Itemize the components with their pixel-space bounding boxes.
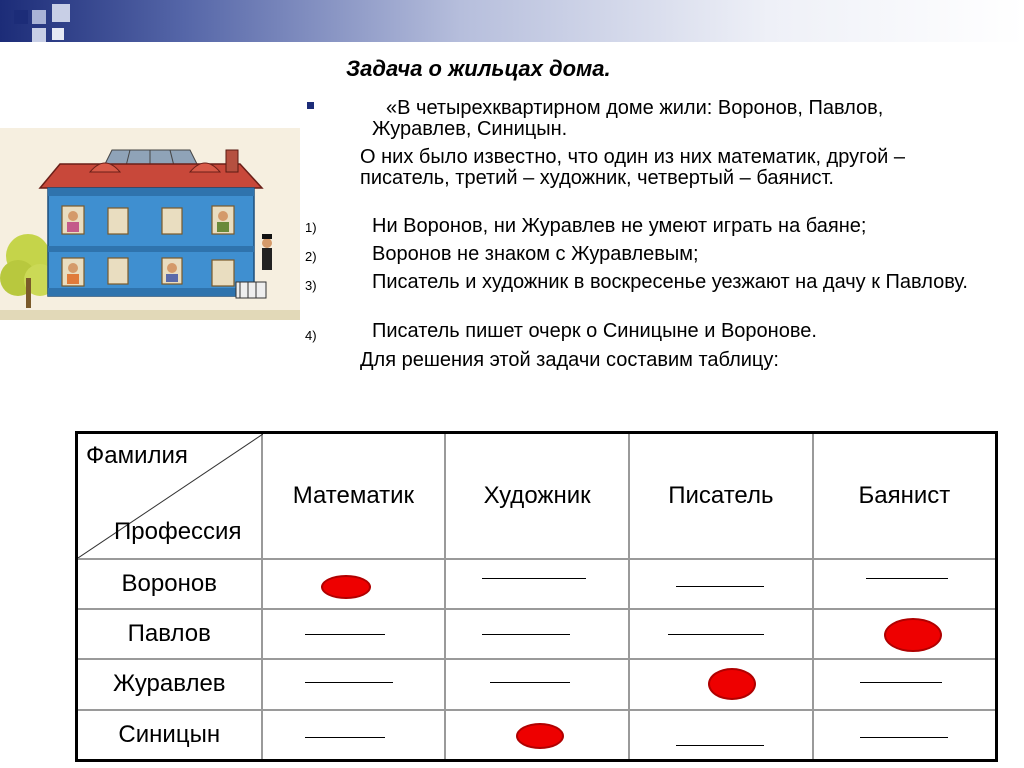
corner-label-surname: Фамилия: [86, 442, 188, 469]
mark-cell: [445, 559, 629, 609]
mark-cell: [445, 659, 629, 710]
mark-cell: [813, 559, 997, 609]
condition-number: 2): [305, 249, 317, 264]
condition-number: 4): [305, 328, 317, 343]
house-illustration: [0, 128, 300, 320]
condition-number: 3): [305, 278, 317, 293]
corner-label-profession: Профессия: [114, 518, 242, 545]
bullet-square-icon: [307, 102, 314, 109]
no-match-dash: [676, 586, 764, 587]
table-row: [77, 559, 997, 609]
no-match-dash: [305, 737, 385, 738]
table-row: [77, 659, 997, 710]
decor-square: [52, 28, 64, 40]
no-match-dash: [305, 682, 393, 683]
no-match-dash: [305, 634, 385, 635]
mark-cell: [629, 559, 813, 609]
row-name: Воронов: [77, 559, 262, 609]
mark-cell: [262, 559, 446, 609]
column-header: Писатель: [629, 433, 813, 559]
mark-cell: [629, 710, 813, 761]
match-dot: [884, 618, 942, 652]
row-name: Журавлев: [77, 659, 262, 710]
mark-cell: [445, 710, 629, 761]
row-name: Синицын: [77, 710, 262, 761]
decor-square: [32, 10, 46, 24]
match-dot: [321, 575, 371, 599]
condition-text: Писатель и художник в воскресенье уезжают на дачу к Павлову.: [372, 271, 968, 293]
header-gradient-bar: [0, 0, 1024, 42]
column-header: Художник: [445, 433, 629, 559]
row-name: Павлов: [77, 609, 262, 659]
no-match-dash: [866, 578, 948, 579]
solution-table: [75, 431, 998, 762]
condition-text: Писатель пишет очерк о Синицыне и Воронове.: [372, 320, 817, 342]
no-match-dash: [482, 634, 570, 635]
conclusion-text: Для решения этой задачи составим таблицу:: [360, 349, 779, 371]
no-match-dash: [860, 682, 942, 683]
mark-cell: [629, 659, 813, 710]
decor-square: [14, 10, 28, 24]
mark-cell: [629, 609, 813, 659]
table-header-row: [77, 433, 997, 559]
table-row: [77, 609, 997, 659]
column-header: Баянист: [813, 433, 997, 559]
mark-cell: [262, 710, 446, 761]
table-row: [77, 710, 997, 761]
mark-cell: [262, 659, 446, 710]
no-match-dash: [482, 578, 586, 579]
no-match-dash: [676, 745, 764, 746]
no-match-dash: [490, 682, 570, 683]
slide-title: Задача о жильцах дома.: [346, 56, 611, 81]
column-header: Математик: [262, 433, 446, 559]
decor-square: [52, 4, 70, 22]
corner-cell: [77, 433, 262, 559]
mark-cell: [813, 710, 997, 761]
mark-cell: [262, 609, 446, 659]
mark-cell: [813, 659, 997, 710]
condition-text: Воронов не знаком с Журавлевым;: [372, 243, 699, 265]
mark-cell: [445, 609, 629, 659]
match-dot: [708, 668, 756, 700]
condition-number: 1): [305, 220, 317, 235]
known-text: О них было известно, что один из них математик, другой – писатель, третий – художник, четвертый – баянист.: [360, 146, 905, 189]
no-match-dash: [668, 634, 764, 635]
condition-text: Ни Воронов, ни Журавлев не умеют играть на баяне;: [372, 215, 867, 237]
decor-square: [32, 28, 46, 42]
match-dot: [516, 723, 564, 749]
mark-cell: [813, 609, 997, 659]
no-match-dash: [860, 737, 948, 738]
intro-text: «В четырехквартирном доме жили: Воронов, Павлов, Журавлев, Синицын.: [372, 97, 884, 140]
